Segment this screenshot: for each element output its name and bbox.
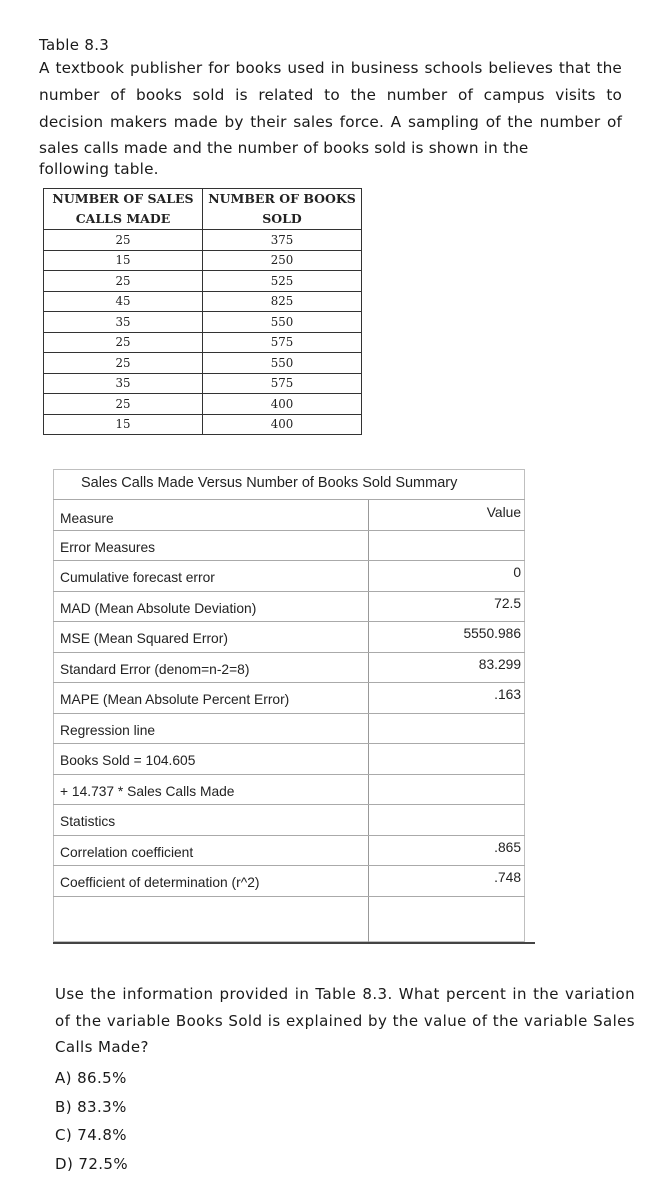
row-divider [53, 560, 525, 561]
table-row [44, 332, 362, 353]
table-body [44, 230, 362, 435]
cell-sales-calls: 25 [44, 271, 203, 292]
row-divider [53, 774, 525, 775]
summary-value: 5550.986 [463, 626, 521, 641]
header-sales-calls: NUMBER OF SALES CALLS MADE [44, 189, 203, 230]
cell-sales-calls: 25 [44, 332, 203, 353]
sales-data-table [43, 188, 362, 435]
cell-books-sold: 250 [203, 250, 362, 271]
summary-value: 0 [513, 565, 521, 580]
table-row [44, 250, 362, 271]
cell-sales-calls: 35 [44, 373, 203, 394]
table-row [44, 230, 362, 251]
cell-sales-calls: 25 [44, 353, 203, 374]
header-books-sold: NUMBER OF BOOKS SOLD [203, 189, 362, 230]
question-text: Use the information provided in Table 8.3. What percent in the variation of the variable Books Sold is explained by the value of the variable Sales Calls Made? [55, 981, 635, 1061]
summary-label: Cumulative forecast error [60, 570, 215, 585]
option-b[interactable]: B) 83.3% [55, 1095, 128, 1124]
table-header-row [44, 189, 362, 230]
summary-label: Standard Error (denom=n-2=8) [60, 662, 249, 677]
row-divider [53, 835, 525, 836]
row-divider [53, 682, 525, 683]
cell-sales-calls: 25 [44, 394, 203, 415]
table-row [44, 353, 362, 374]
cell-books-sold: 550 [203, 312, 362, 333]
header-measure: Measure [60, 511, 114, 526]
option-c[interactable]: C) 74.8% [55, 1123, 128, 1152]
cell-sales-calls: 35 [44, 312, 203, 333]
table-row [44, 414, 362, 435]
cell-books-sold: 575 [203, 332, 362, 353]
header-value: Value [487, 505, 521, 520]
summary-value: .163 [494, 687, 521, 702]
answer-options [55, 1066, 128, 1180]
table-row [44, 291, 362, 312]
summary-label: Regression line [60, 723, 155, 738]
summary-label: MAPE (Mean Absolute Percent Error) [60, 692, 289, 707]
cell-sales-calls: 45 [44, 291, 203, 312]
bottom-rule [53, 942, 535, 944]
summary-label: MAD (Mean Absolute Deviation) [60, 601, 256, 616]
row-divider [53, 896, 525, 897]
cell-books-sold: 400 [203, 414, 362, 435]
row-divider [53, 713, 525, 714]
cell-books-sold: 550 [203, 353, 362, 374]
summary-label: + 14.737 * Sales Calls Made [60, 784, 234, 799]
row-divider [53, 591, 525, 592]
option-a[interactable]: A) 86.5% [55, 1066, 128, 1095]
row-divider [53, 499, 525, 500]
summary-value: .748 [494, 870, 521, 885]
intro-line: following table. [39, 156, 622, 183]
summary-value: 72.5 [494, 596, 521, 611]
row-divider [53, 743, 525, 744]
summary-value: .865 [494, 840, 521, 855]
intro-line: decision makers made by their sales force. A sampling of the number [39, 113, 600, 131]
intro-line: A textbook publisher for books used in business schools believes that [39, 59, 591, 77]
summary-label: Statistics [60, 814, 115, 829]
table-title: Table 8.3 [39, 36, 109, 54]
intro-line: the number of books sold is related to the number of campus visits to [39, 59, 622, 104]
summary-label: Error Measures [60, 540, 155, 555]
cell-sales-calls: 15 [44, 414, 203, 435]
cell-books-sold: 825 [203, 291, 362, 312]
row-divider [53, 804, 525, 805]
row-divider [53, 530, 525, 531]
summary-value: 83.299 [479, 657, 521, 672]
row-divider [53, 865, 525, 866]
row-divider [53, 652, 525, 653]
summary-label: MSE (Mean Squared Error) [60, 631, 228, 646]
table-row [44, 271, 362, 292]
option-d[interactable]: D) 72.5% [55, 1152, 128, 1180]
cell-sales-calls: 15 [44, 250, 203, 271]
cell-books-sold: 375 [203, 230, 362, 251]
table-row [44, 373, 362, 394]
cell-books-sold: 575 [203, 373, 362, 394]
summary-title: Sales Calls Made Versus Number of Books Sold Summary [81, 475, 457, 491]
column-divider [368, 499, 369, 942]
summary-label: Books Sold = 104.605 [60, 753, 195, 768]
cell-books-sold: 525 [203, 271, 362, 292]
intro-paragraph [39, 55, 622, 183]
summary-label: Correlation coefficient [60, 845, 193, 860]
table-row [44, 394, 362, 415]
summary-label: Coefficient of determination (r^2) [60, 875, 259, 890]
cell-books-sold: 400 [203, 394, 362, 415]
summary-panel [53, 469, 525, 947]
cell-sales-calls: 25 [44, 230, 203, 251]
table-row [44, 312, 362, 333]
row-divider [53, 621, 525, 622]
intro-line: of sales calls made and the number of books sold is shown in the [39, 113, 622, 158]
